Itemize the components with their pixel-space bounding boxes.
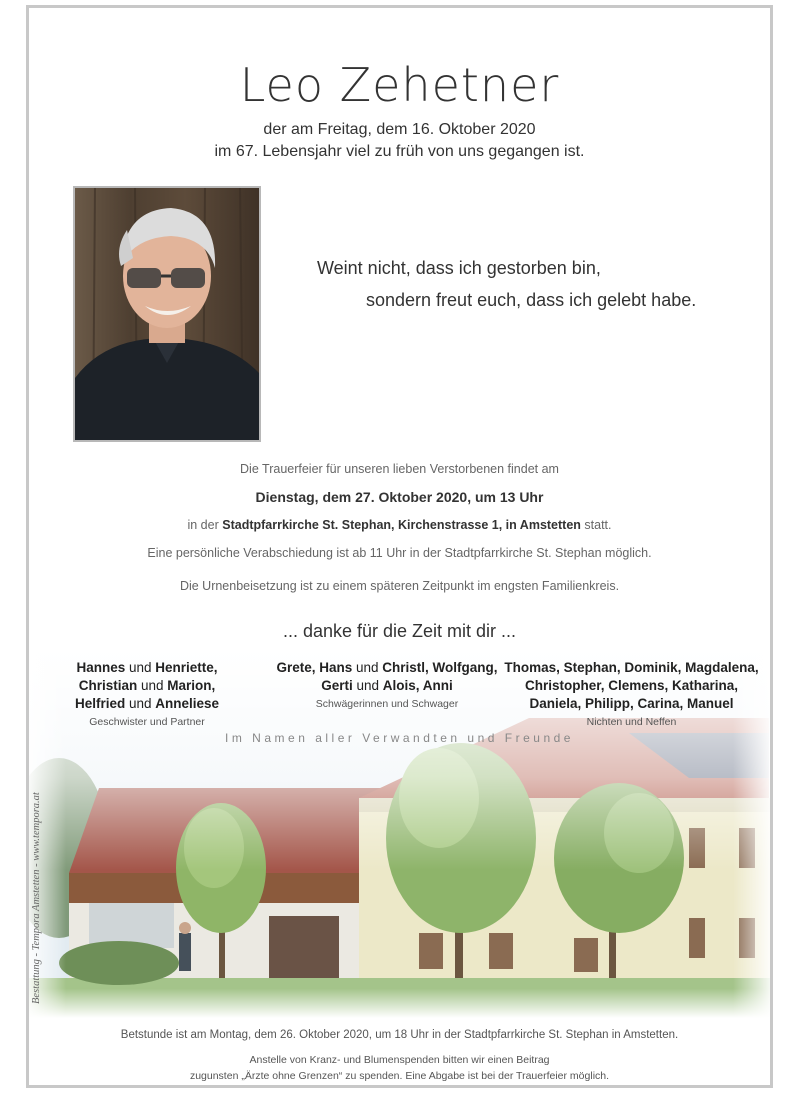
thanks-line: ... danke für die Zeit mit dir ...: [282, 621, 517, 641]
side-credit: Bestattung - Tempora Amstetten - www.tempora.at: [31, 792, 42, 1004]
donation-note-2: zugunsten „Ärzte ohne Grenzen“ zu spenden. Eine Abgabe ist bei der Trauerfeier möglich.: [189, 1070, 610, 1082]
family-role-in-laws: Schwägerinnen und Schwager: [315, 698, 459, 710]
prayer-note: Betstunde ist am Montag, dem 26. Oktober 2020, um 18 Uhr in der Stadtpfarrkirche St. Stephan in Amstetten.: [120, 1029, 679, 1041]
ceremony-place: in der Stadtpfarrkirche St. Stephan, Kirchenstrasse 1, in Amstetten statt.: [187, 518, 612, 532]
family-column-in-laws: Grete, Hans und Christl, Wolfgang, Gerti und Alois, Anni Schwägerinnen und Schwager: [257, 659, 517, 713]
portrait-photo: [73, 186, 261, 442]
farewell-note: Eine persönliche Verabschiedung ist ab 11 Uhr in der Stadtpfarrkirche St. Stephan möglich.: [147, 546, 652, 560]
age-line: im 67. Lebensjahr viel zu früh von uns gegangen ist.: [214, 143, 585, 160]
death-date-line: der am Freitag, dem 16. Oktober 2020: [263, 121, 536, 138]
quote-line-1: Weint nicht, dass ich gestorben bin,: [317, 258, 601, 278]
quote-line-2: sondern freut euch, dass ich gelebt habe.: [366, 290, 697, 310]
donation-note-1: Anstelle von Kranz- und Blumenspenden bitten wir einen Beitrag: [249, 1054, 550, 1066]
ceremony-date: Dienstag, dem 27. Oktober 2020, um 13 Uhr: [255, 489, 544, 505]
family-role-nephews: Nichten und Neffen: [586, 716, 677, 728]
deceased-name: Leo Zehetner: [239, 58, 560, 112]
behalf-line: Im Namen aller Verwandten und Freunde: [225, 731, 574, 745]
family-role-siblings: Geschwister und Partner: [89, 716, 205, 728]
family-column-siblings: Hannes und Henriette, Christian und Marion, Helfried und Anneliese Geschwister und Partner: [47, 659, 247, 731]
urn-note: Die Urnenbeisetzung ist zu einem späteren Zeitpunkt im engsten Familienkreis.: [179, 579, 620, 593]
ceremony-intro: Die Trauerfeier für unseren lieben Verstorbenen findet am: [240, 462, 559, 476]
obituary-card: [26, 5, 773, 1088]
family-column-nephews: Thomas, Stephan, Dominik, Magdalena, Christopher, Clemens, Katharina, Daniela, Philipp, Carina, Manuel Nichten und Neffen: [499, 659, 764, 731]
